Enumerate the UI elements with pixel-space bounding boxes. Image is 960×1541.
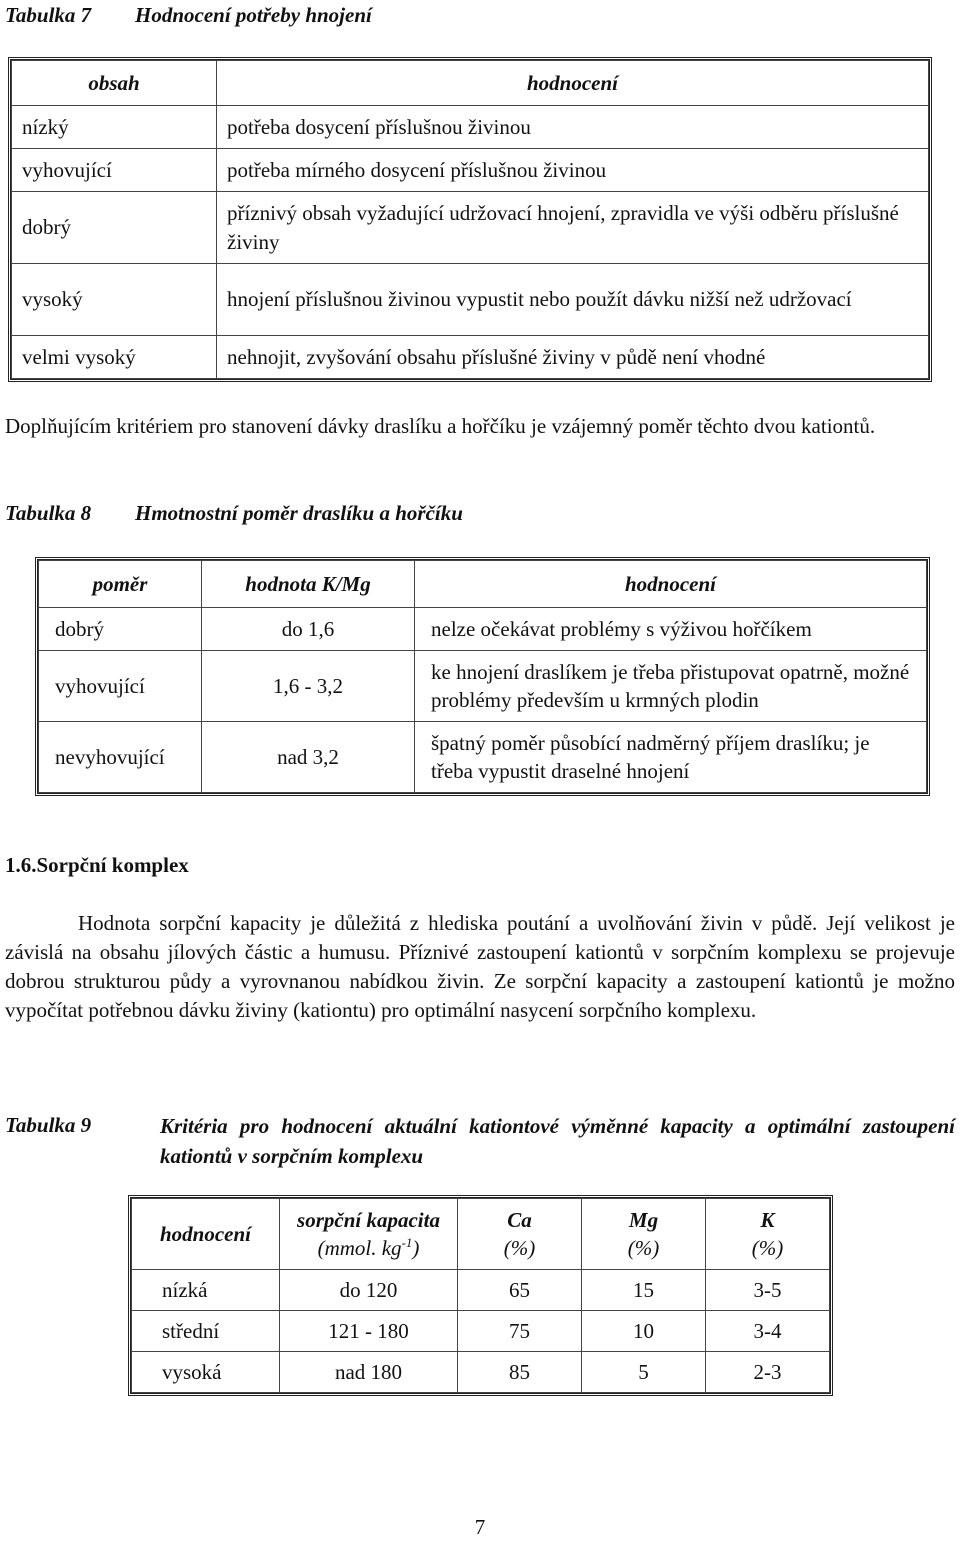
table-header-cell: obsah: [12, 61, 217, 106]
table-cell: 2-3: [706, 1352, 830, 1393]
header-ca-unit: (%): [503, 1236, 536, 1260]
table-cell: potřeba dosycení příslušnou živinou: [217, 106, 929, 149]
table-cell: špatný poměr působící nadměrný příjem draslíku; je třeba vypustit draselné hnojení: [415, 722, 927, 793]
table-header-cell: [582, 1199, 706, 1270]
header-mg: Mg: [628, 1207, 659, 1232]
table-row: [39, 722, 927, 793]
header-ca: Ca: [507, 1207, 532, 1232]
table9-title: Kritéria pro hodnocení aktuální kationtové výměnné kapacity a optimální zastoupení kationtů v sorpčním komplexu: [160, 1114, 955, 1168]
table-row: [12, 106, 929, 149]
table9-number: Tabulka 9: [5, 1113, 92, 1137]
table-header-cell: [132, 1199, 280, 1270]
table7-caption: [5, 1, 605, 29]
table-cell: do 1,6: [202, 608, 415, 651]
table-cell: do 120: [280, 1270, 458, 1311]
header-sorption-capacity: sorpční kapacita: [297, 1207, 440, 1232]
table-cell: nevyhovující: [39, 722, 202, 793]
table-cell: nad 3,2: [202, 722, 415, 793]
table7: [8, 57, 932, 382]
table8: [35, 557, 930, 796]
table-cell: vyhovující: [12, 149, 217, 192]
unit-superscript: -1: [401, 1235, 413, 1250]
table-cell: 85: [458, 1352, 582, 1393]
header-k-unit: (%): [751, 1236, 784, 1260]
table-cell: potřeba mírného dosycení příslušnou živinou: [217, 149, 929, 192]
table-cell: 15: [582, 1270, 706, 1311]
table-cell: 65: [458, 1270, 582, 1311]
table-cell: 5: [582, 1352, 706, 1393]
table-cell: nehnojit, zvyšování obsahu příslušné živiny v půdě není vhodné: [217, 336, 929, 379]
table-header-cell: [706, 1199, 830, 1270]
table-cell: 3-5: [706, 1270, 830, 1311]
table-cell: nízká: [132, 1270, 280, 1311]
table-cell: 3-4: [706, 1311, 830, 1352]
table-row: [39, 651, 927, 722]
table-row: [39, 608, 927, 651]
header-hodnoceni: hodnocení: [159, 1221, 251, 1246]
table9: [128, 1195, 833, 1396]
section-number: 1.6.: [5, 853, 37, 877]
table-cell: vysoký: [12, 264, 217, 336]
table-row: [132, 1311, 830, 1352]
table-row: [12, 264, 929, 336]
table-cell: 121 - 180: [280, 1311, 458, 1352]
table-header-cell: hodnocení: [217, 61, 929, 106]
table-cell: 1,6 - 3,2: [202, 651, 415, 722]
table-cell: nelze očekávat problémy s výživou hořčíkem: [415, 608, 927, 651]
table-cell: příznivý obsah vyžadující udržovací hnojení, zpravidla ve výši odběru příslušné živiny: [217, 192, 929, 264]
table-cell: ke hnojení draslíkem je třeba přistupovat opatrně, možné problémy především u krmných plodin: [415, 651, 927, 722]
table-header-row: [39, 561, 927, 608]
table-row: [132, 1270, 830, 1311]
table-header-row: [132, 1199, 830, 1270]
table-row: [12, 336, 929, 379]
unit-text: ): [412, 1236, 420, 1260]
table-row: [12, 192, 929, 264]
table-row: [12, 149, 929, 192]
table-header-cell: hodnota K/Mg: [202, 561, 415, 608]
table7-number: Tabulka 7: [5, 3, 92, 27]
table-cell: nad 180: [280, 1352, 458, 1393]
section-title: Sorpční komplex: [36, 853, 189, 877]
table8-caption: [5, 499, 705, 527]
table-header-cell: [458, 1199, 582, 1270]
unit-text: (mmol. kg: [317, 1236, 402, 1260]
table-header-cell: [280, 1199, 458, 1270]
table-header-cell: poměr: [39, 561, 202, 608]
table-cell: nízký: [12, 106, 217, 149]
table-cell: dobrý: [39, 608, 202, 651]
page-number: 7: [474, 1515, 486, 1539]
table-cell: hnojení příslušnou živinou vypustit nebo použít dávku nižší než udržovací: [217, 264, 929, 336]
table-header-cell: hodnocení: [415, 561, 927, 608]
paragraph-sorption: Hodnota sorpční kapacity je důležitá z hlediska poutání a uvolňování živin v půdě. Její velikost je závislá na obsahu jílových částic a humusu. Příznivé zastoupení kationtů v sorpčním komplexu se projevuje dobrou strukturou půdy a vyrovnanou nabídkou živin. Ze sorpční kapacity a zastoupení kationtů je možno vypočítat potřebnou dávku živiny (kationtu) pro optimální nasycení sorpčního komplexu.: [5, 911, 955, 1022]
table-row: [132, 1352, 830, 1393]
table-cell: dobrý: [12, 192, 217, 264]
table-cell: 10: [582, 1311, 706, 1352]
header-sorption-unit: [318, 1236, 420, 1260]
paragraph-cation-ratio: Doplňujícím kritériem pro stanovení dávky draslíku a hořčíku je vzájemný poměr těchto dvou kationtů.: [5, 414, 876, 438]
section-heading: [5, 851, 189, 879]
header-mg-unit: (%): [627, 1236, 660, 1260]
table-cell: velmi vysoký: [12, 336, 217, 379]
table-cell: vyhovující: [39, 651, 202, 722]
table8-number: Tabulka 8: [5, 501, 92, 525]
table-cell: vysoká: [132, 1352, 280, 1393]
table-header-row: [12, 61, 929, 106]
table9-caption: [5, 1111, 957, 1173]
table-cell: střední: [132, 1311, 280, 1352]
table8-title: Hmotnostní poměr draslíku a hořčíku: [135, 501, 463, 525]
header-k: K: [760, 1207, 775, 1232]
table-cell: 75: [458, 1311, 582, 1352]
table7-title: Hodnocení potřeby hnojení: [135, 3, 372, 27]
